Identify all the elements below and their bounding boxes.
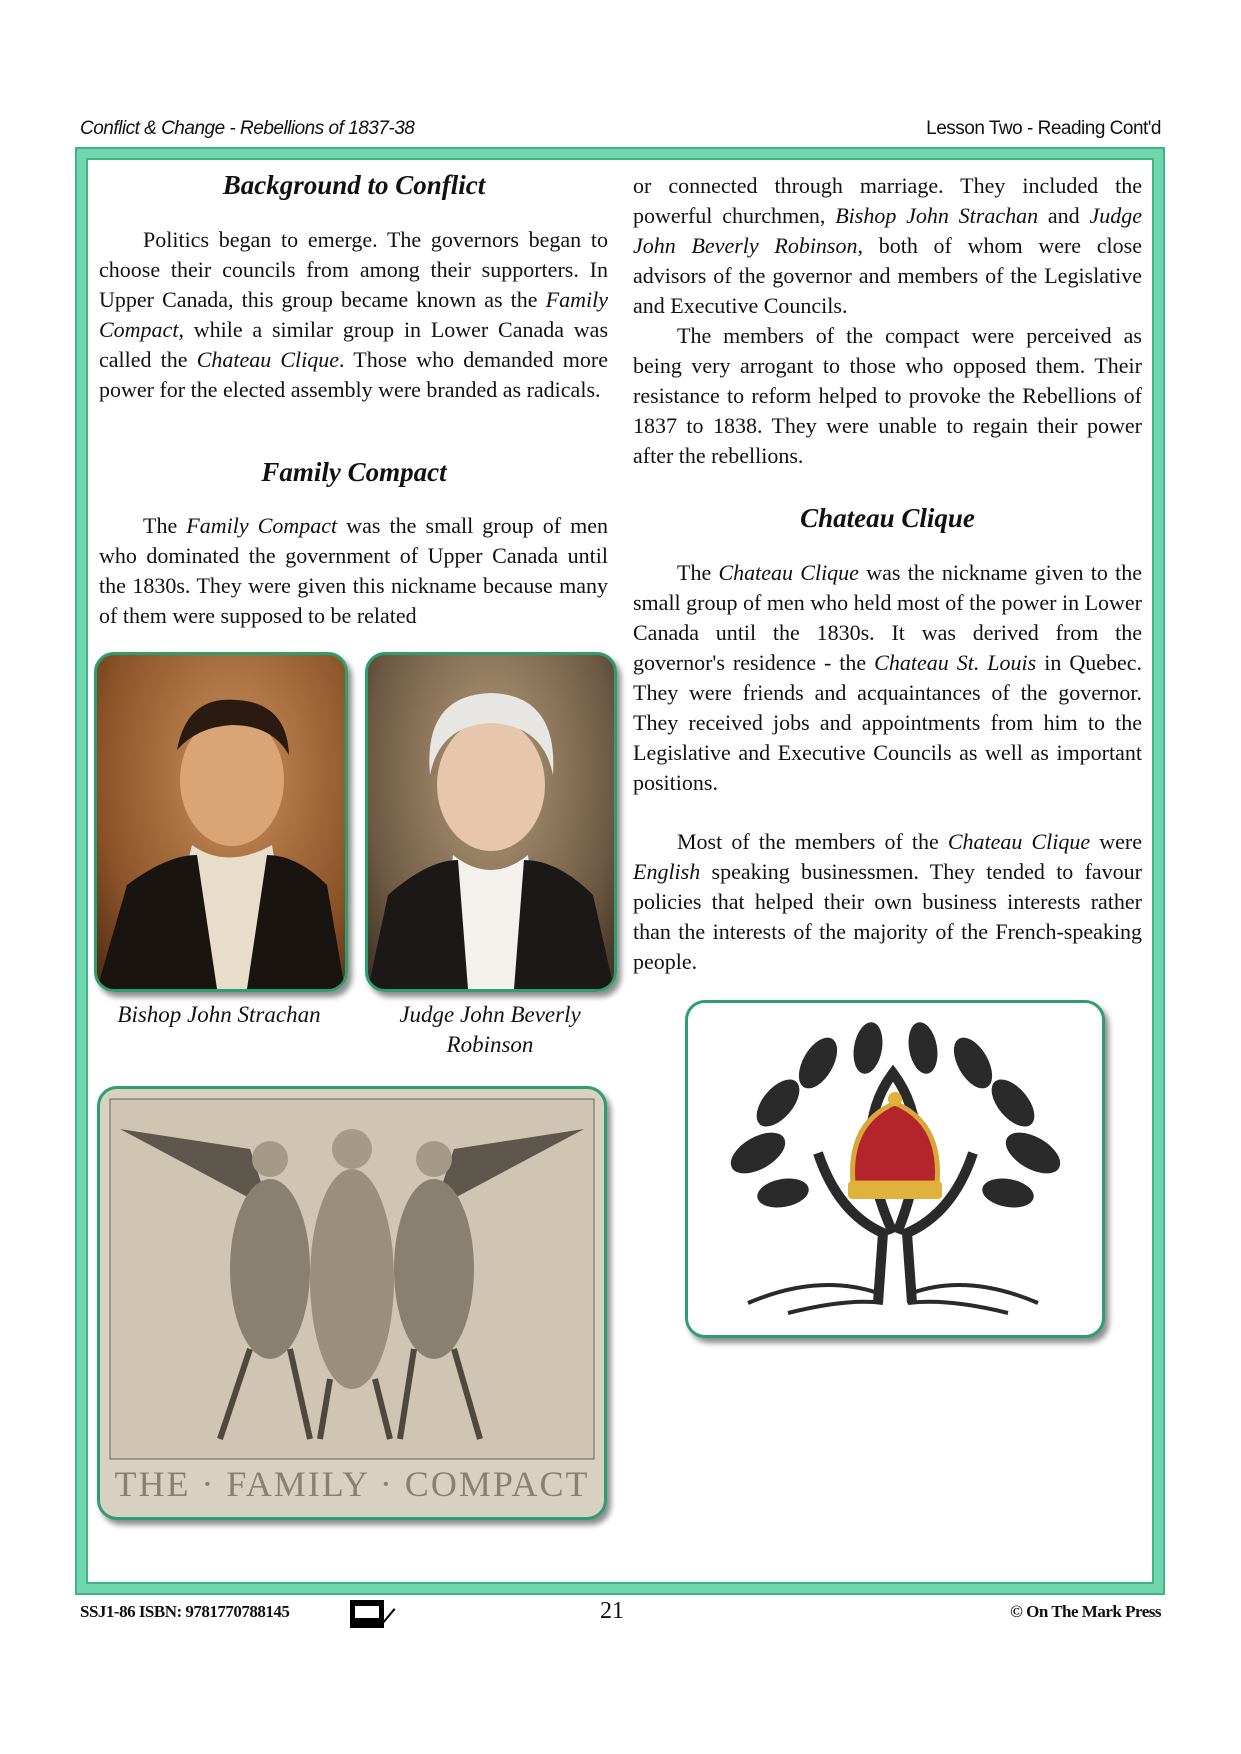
text: Chateau Clique	[947, 829, 1091, 854]
text: , while a similar group in Lower Canada was called the	[99, 317, 608, 372]
paragraph-background	[99, 225, 608, 405]
text: Chateau Clique	[196, 347, 340, 372]
text: . Those who demanded more power for the elected assembly were branded as radicals.	[99, 347, 608, 402]
paragraph-family-compact	[99, 511, 608, 631]
caption-robinson-line2: Robinson	[446, 1032, 534, 1057]
footer-isbn: SSJ1-86 ISBN: 9781770788145	[80, 1602, 290, 1621]
paragraph-arrogance: The members of the compact were perceived as being very arrogant to those who opposed them. Their resistance to reform helped to provoke the Rebellions of 1837 to 1838. They were unable to regain their power after the rebellions.	[633, 323, 1142, 468]
heading-background: Background to Conflict	[222, 170, 486, 200]
text: English	[633, 859, 701, 884]
portrait-strachan	[94, 652, 348, 992]
text: Family Compact	[99, 287, 608, 342]
photocopier-icon	[350, 1596, 400, 1628]
heading-family-compact: Family Compact	[261, 457, 447, 487]
text: Chateau St. Louis	[874, 650, 1037, 675]
text: in Quebec. They were friends and acquaintances of the governor. They received jobs and appointments from him to the Legislative and Executive Councils as well as important positions.	[633, 650, 1143, 795]
header-title: Conflict & Change - Rebellions of 1837-38	[80, 118, 415, 139]
text: and	[1038, 203, 1090, 228]
text: was the nickname given to the small group of men who held most of the power in Lower Canada until the 1830s. It was derived from the governor's residence - the	[633, 560, 1142, 675]
portrait-image	[368, 655, 614, 989]
family-compact-cartoon	[97, 1086, 607, 1520]
text: Most of the members of the	[677, 829, 948, 854]
page-number: 21	[600, 1598, 624, 1624]
header-lesson: Lesson Two - Reading Cont'd	[926, 118, 1161, 139]
text: were	[1090, 829, 1142, 854]
text: Bishop John Strachan	[835, 203, 1039, 228]
text: or connected through marriage. They included the powerful churchmen,	[633, 173, 1142, 228]
text: The	[677, 560, 719, 585]
footer-copyright: © On The Mark Press	[1010, 1602, 1161, 1621]
text: The	[143, 513, 187, 538]
text: was the small group of men who dominated the government of Upper Canada until the 1830s. They were given this nickname because many of them were supposed to be related	[99, 513, 608, 628]
tree-crown-icon	[688, 1003, 1102, 1335]
cartoon-illustration	[100, 1089, 604, 1517]
cartoon-title: THE · FAMILY · COMPACT	[114, 1464, 590, 1504]
portrait-robinson	[365, 652, 617, 992]
text: Politics began to emerge. The governors began to choose their councils from among their supporters. In Upper Canada, this group became known as the	[99, 227, 608, 312]
portrait-image	[97, 655, 345, 989]
text: Family Compact	[186, 513, 338, 538]
text: , both of whom were close advisors of the governor and members of the Legislative and Executive Councils.	[633, 233, 1142, 318]
text: Chateau Clique	[718, 560, 859, 585]
caption-robinson-line1: Judge John Beverly	[399, 1002, 581, 1027]
text: speaking businessmen. They tended to favour policies that helped their own business interests rather than the interests of the majority of the French-speaking people.	[633, 859, 1142, 974]
chateau-clique-emblem	[685, 1000, 1105, 1338]
paragraph-businessmen	[633, 827, 1142, 977]
paragraph-chateau-clique	[633, 558, 1142, 798]
paragraph-members	[633, 171, 1142, 321]
caption-strachan: Bishop John Strachan	[117, 1002, 321, 1027]
heading-chateau-clique: Chateau Clique	[800, 503, 975, 533]
text: Judge John Beverly Robinson	[633, 203, 1142, 258]
